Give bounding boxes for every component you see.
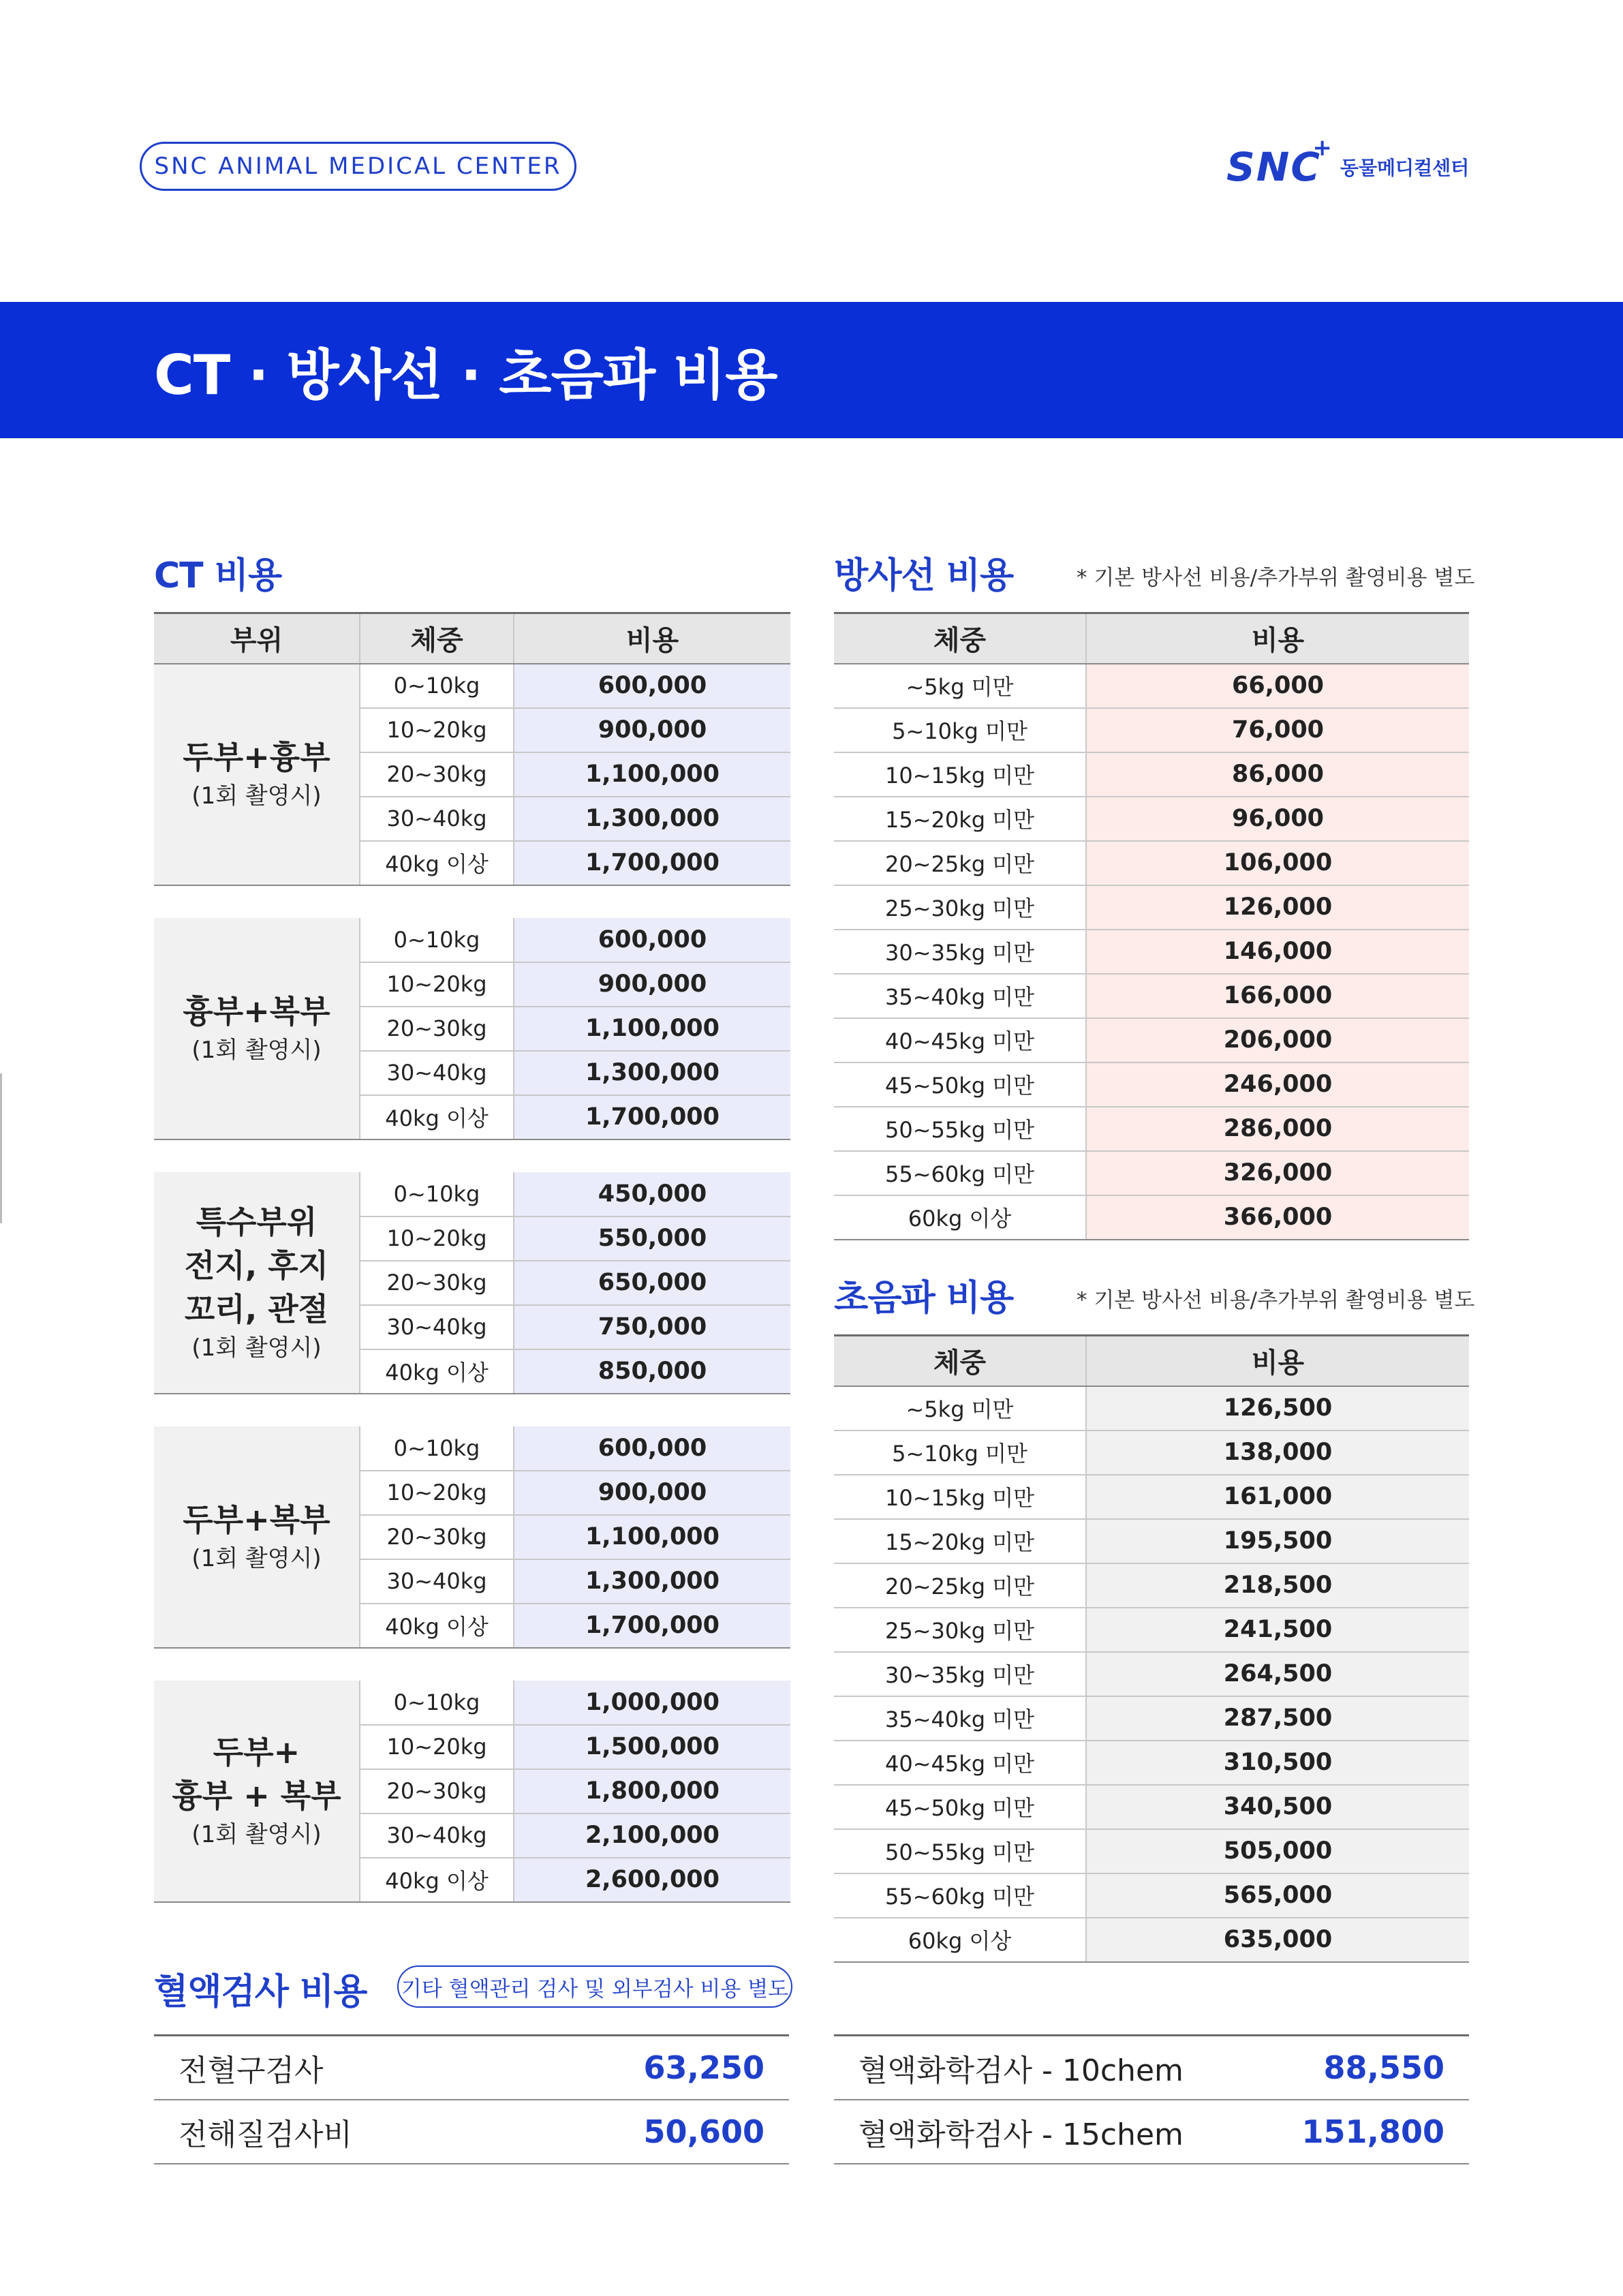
brand-plus-icon: + [1312, 134, 1333, 162]
xray-section-title: 방사선 비용 [834, 555, 1014, 596]
blood-list-right [834, 2034, 1469, 2164]
weight-cell: 30~40kg [360, 1305, 514, 1349]
weight-cell: 20~30kg [360, 1515, 514, 1559]
weight-cell: 10~20kg [360, 962, 514, 1007]
weight-cell: 20~25kg 미만 [834, 1563, 1086, 1608]
ct-part-cell [154, 1426, 360, 1648]
ultrasound-note: * 기본 방사선 비용/추가부위 촬영비용 별도 [1077, 1288, 1475, 1313]
weight-cell: 20~30kg [360, 752, 514, 797]
weight-cell: 40kg 이상 [360, 1095, 514, 1139]
ct-part-sub: (1회 촬영시) [191, 1544, 322, 1572]
price-cell: 505,000 [1086, 1829, 1469, 1873]
price-cell: 126,000 [1086, 885, 1469, 930]
table-row [154, 1426, 790, 1471]
xray-header-price: 비용 [1086, 613, 1469, 664]
table-row [834, 885, 1469, 930]
weight-cell: ~5kg 미만 [834, 1386, 1086, 1430]
brand-mark: SNC + [1226, 134, 1333, 190]
weight-cell: 50~55kg 미만 [834, 1107, 1086, 1151]
ct-section-title: CT 비용 [154, 555, 282, 596]
table-row [834, 1829, 1469, 1873]
blood-test-label: 혈액화학검사 - 10chem [859, 2053, 1184, 2088]
price-cell: 106,000 [1086, 841, 1469, 885]
blood-list-left [154, 2034, 789, 2164]
blood-test-label: 전혈구검사 [179, 2053, 324, 2088]
weight-cell: 20~25kg 미만 [834, 841, 1086, 885]
price-cell: 1,100,000 [514, 1515, 790, 1559]
price-cell: 2,100,000 [514, 1813, 790, 1858]
price-cell: 565,000 [1086, 1873, 1469, 1918]
ct-part-cell [154, 918, 360, 1139]
table-row [834, 1107, 1469, 1151]
ct-part-name: 흉부+복부 [183, 992, 330, 1030]
table-row [834, 708, 1469, 752]
ultrasound-price-table [834, 1334, 1469, 1963]
ultrasound-header-price: 비용 [1086, 1336, 1469, 1386]
price-cell: 750,000 [514, 1305, 790, 1349]
price-cell: 1,100,000 [514, 752, 790, 797]
table-row [834, 1151, 1469, 1195]
blood-test-price: 63,250 [643, 2049, 764, 2086]
blood-section-title: 혈액검사 비용 [154, 1972, 367, 2012]
price-cell: 166,000 [1086, 974, 1469, 1018]
weight-cell: 50~55kg 미만 [834, 1829, 1086, 1873]
table-gap-cell [154, 885, 790, 918]
table-row [834, 1741, 1469, 1785]
weight-cell: 30~35kg 미만 [834, 930, 1086, 974]
weight-cell: 0~10kg [360, 1172, 514, 1216]
price-cell: 96,000 [1086, 797, 1469, 841]
ct-part-name: 특수부위 [196, 1203, 318, 1240]
blood-note: 기타 혈액관리 검사 및 외부검사 비용 별도 [397, 1965, 792, 2008]
edge-mark [0, 1073, 2, 1223]
weight-cell: 45~50kg 미만 [834, 1785, 1086, 1829]
price-cell: 1,700,000 [514, 1095, 790, 1139]
weight-cell: 20~30kg [360, 1261, 514, 1305]
price-cell: 550,000 [514, 1216, 790, 1261]
weight-cell: 40kg 이상 [360, 1604, 514, 1648]
table-gap-cell [154, 1648, 790, 1681]
ct-part-name: 두부+흉부 [183, 739, 330, 776]
table-gap [154, 885, 790, 918]
price-cell: 1,700,000 [514, 1604, 790, 1648]
table-row [154, 664, 790, 708]
weight-cell: 40kg 이상 [360, 1349, 514, 1394]
price-cell: 650,000 [514, 1261, 790, 1305]
price-cell: 600,000 [514, 918, 790, 962]
table-gap-cell [154, 1394, 790, 1426]
table-row [834, 930, 1469, 974]
price-cell: 76,000 [1086, 708, 1469, 752]
ct-header-part: 부위 [154, 613, 360, 664]
table-row [834, 1018, 1469, 1062]
price-cell: 1,300,000 [514, 1559, 790, 1604]
weight-cell: 20~30kg [360, 1007, 514, 1051]
ct-part-sub: (1회 촬영시) [191, 1036, 322, 1064]
price-cell: 126,500 [1086, 1386, 1469, 1430]
price-cell: 1,800,000 [514, 1769, 790, 1813]
weight-cell: 0~10kg [360, 1681, 514, 1725]
ct-part-name: 꼬리, 관절 [184, 1290, 329, 1328]
ct-part-cell [154, 1681, 360, 1902]
xray-header-weight: 체중 [834, 613, 1086, 664]
ct-part-cell [154, 664, 360, 885]
weight-cell: 45~50kg 미만 [834, 1062, 1086, 1107]
center-name-pill: SNC ANIMAL MEDICAL CENTER [140, 142, 576, 191]
list-item [154, 2036, 789, 2100]
price-cell: 1,000,000 [514, 1681, 790, 1725]
blood-test-label: 혈액화학검사 - 15chem [859, 2117, 1184, 2152]
price-cell: 366,000 [1086, 1195, 1469, 1240]
weight-cell: 55~60kg 미만 [834, 1151, 1086, 1195]
table-row [834, 797, 1469, 841]
price-cell: 286,000 [1086, 1107, 1469, 1151]
weight-cell: 5~10kg 미만 [834, 1430, 1086, 1475]
table-row [834, 1873, 1469, 1918]
price-cell: 66,000 [1086, 664, 1469, 708]
table-row [834, 1785, 1469, 1829]
table-row [154, 918, 790, 962]
price-cell: 900,000 [514, 962, 790, 1007]
table-row [834, 1608, 1469, 1652]
price-cell: 146,000 [1086, 930, 1469, 974]
weight-cell: 0~10kg [360, 1426, 514, 1471]
weight-cell: 60kg 이상 [834, 1195, 1086, 1240]
weight-cell: 30~40kg [360, 1813, 514, 1858]
ct-header-price: 비용 [514, 613, 790, 664]
weight-cell: ~5kg 미만 [834, 664, 1086, 708]
ct-part-sub: (1회 촬영시) [191, 782, 322, 810]
brand-logo [1226, 134, 1472, 191]
table-gap-cell [154, 1139, 790, 1172]
weight-cell: 10~15kg 미만 [834, 752, 1086, 797]
price-cell: 1,300,000 [514, 1051, 790, 1095]
table-row [834, 1386, 1469, 1430]
price-cell: 340,500 [1086, 1785, 1469, 1829]
weight-cell: 40~45kg 미만 [834, 1741, 1086, 1785]
table-row [834, 1918, 1469, 1962]
weight-cell: 35~40kg 미만 [834, 974, 1086, 1018]
weight-cell: 35~40kg 미만 [834, 1696, 1086, 1741]
brand-name: 동물메디컬센터 [1340, 157, 1470, 179]
ct-price-table [154, 612, 790, 1903]
weight-cell: 5~10kg 미만 [834, 708, 1086, 752]
blood-test-price: 88,550 [1323, 2049, 1444, 2086]
ct-part-sub: (1회 촬영시) [191, 1820, 322, 1848]
table-row [834, 1430, 1469, 1475]
ct-header-weight: 체중 [360, 613, 514, 664]
blood-test-price: 50,600 [643, 2113, 764, 2150]
weight-cell: 10~20kg [360, 708, 514, 752]
price-cell: 86,000 [1086, 752, 1469, 797]
ct-part-cell [154, 1172, 360, 1394]
table-row [834, 841, 1469, 885]
price-cell: 600,000 [514, 1426, 790, 1471]
price-cell: 1,500,000 [514, 1725, 790, 1769]
weight-cell: 10~20kg [360, 1216, 514, 1261]
table-row [834, 1563, 1469, 1608]
price-cell: 264,500 [1086, 1652, 1469, 1696]
price-cell: 450,000 [514, 1172, 790, 1216]
ct-part-name: 흉부 + 복부 [172, 1777, 341, 1814]
weight-cell: 30~40kg [360, 1559, 514, 1604]
price-cell: 1,300,000 [514, 797, 790, 841]
weight-cell: 15~20kg 미만 [834, 797, 1086, 841]
list-item [154, 2100, 789, 2164]
price-cell: 635,000 [1086, 1918, 1469, 1962]
weight-cell: 30~40kg [360, 797, 514, 841]
page-title: CT · 방사선 · 초음파 비용 [154, 343, 777, 407]
table-row [834, 1519, 1469, 1563]
blood-test-label: 전해질검사비 [179, 2117, 353, 2152]
weight-cell: 0~10kg [360, 918, 514, 962]
title-banner [0, 302, 1623, 438]
table-row [834, 1475, 1469, 1519]
weight-cell: 0~10kg [360, 664, 514, 708]
list-item [834, 2100, 1469, 2164]
price-cell: 900,000 [514, 708, 790, 752]
table-row [834, 1195, 1469, 1240]
table-row [834, 974, 1469, 1018]
ultrasound-header-weight: 체중 [834, 1336, 1086, 1386]
price-cell: 287,500 [1086, 1696, 1469, 1741]
table-row [154, 1681, 790, 1725]
table-row [834, 752, 1469, 797]
price-cell: 850,000 [514, 1349, 790, 1394]
xray-note: * 기본 방사선 비용/추가부위 촬영비용 별도 [1077, 566, 1475, 590]
weight-cell: 25~30kg 미만 [834, 1608, 1086, 1652]
ct-part-name: 전지, 후지 [184, 1246, 329, 1284]
price-cell: 1,100,000 [514, 1007, 790, 1051]
price-cell: 326,000 [1086, 1151, 1469, 1195]
price-cell: 241,500 [1086, 1608, 1469, 1652]
weight-cell: 10~20kg [360, 1725, 514, 1769]
price-cell: 600,000 [514, 664, 790, 708]
ct-part-sub: (1회 촬영시) [191, 1334, 322, 1362]
price-cell: 310,500 [1086, 1741, 1469, 1785]
blood-test-price: 151,800 [1301, 2113, 1444, 2150]
weight-cell: 15~20kg 미만 [834, 1519, 1086, 1563]
price-cell: 2,600,000 [514, 1858, 790, 1902]
weight-cell: 60kg 이상 [834, 1918, 1086, 1962]
ultrasound-section-title: 초음파 비용 [834, 1278, 1014, 1319]
price-cell: 138,000 [1086, 1430, 1469, 1475]
weight-cell: 40kg 이상 [360, 841, 514, 885]
weight-cell: 10~15kg 미만 [834, 1475, 1086, 1519]
weight-cell: 25~30kg 미만 [834, 885, 1086, 930]
list-item [834, 2036, 1469, 2100]
table-row [834, 1696, 1469, 1741]
price-cell: 161,000 [1086, 1475, 1469, 1519]
table-row [154, 1172, 790, 1216]
table-row [834, 1062, 1469, 1107]
table-row [834, 664, 1469, 708]
price-cell: 1,700,000 [514, 841, 790, 885]
table-gap [154, 1139, 790, 1172]
weight-cell: 40kg 이상 [360, 1858, 514, 1902]
price-cell: 900,000 [514, 1471, 790, 1515]
weight-cell: 55~60kg 미만 [834, 1873, 1086, 1918]
weight-cell: 30~35kg 미만 [834, 1652, 1086, 1696]
ct-part-name: 두부+복부 [183, 1501, 330, 1538]
weight-cell: 10~20kg [360, 1471, 514, 1515]
table-gap [154, 1394, 790, 1426]
ct-part-name: 두부+ [213, 1733, 300, 1771]
table-gap [154, 1648, 790, 1681]
price-cell: 206,000 [1086, 1018, 1469, 1062]
xray-price-table [834, 612, 1469, 1240]
weight-cell: 20~30kg [360, 1769, 514, 1813]
weight-cell: 30~40kg [360, 1051, 514, 1095]
price-cell: 195,500 [1086, 1519, 1469, 1563]
table-row [834, 1652, 1469, 1696]
price-cell: 218,500 [1086, 1563, 1469, 1608]
weight-cell: 40~45kg 미만 [834, 1018, 1086, 1062]
price-cell: 246,000 [1086, 1062, 1469, 1107]
